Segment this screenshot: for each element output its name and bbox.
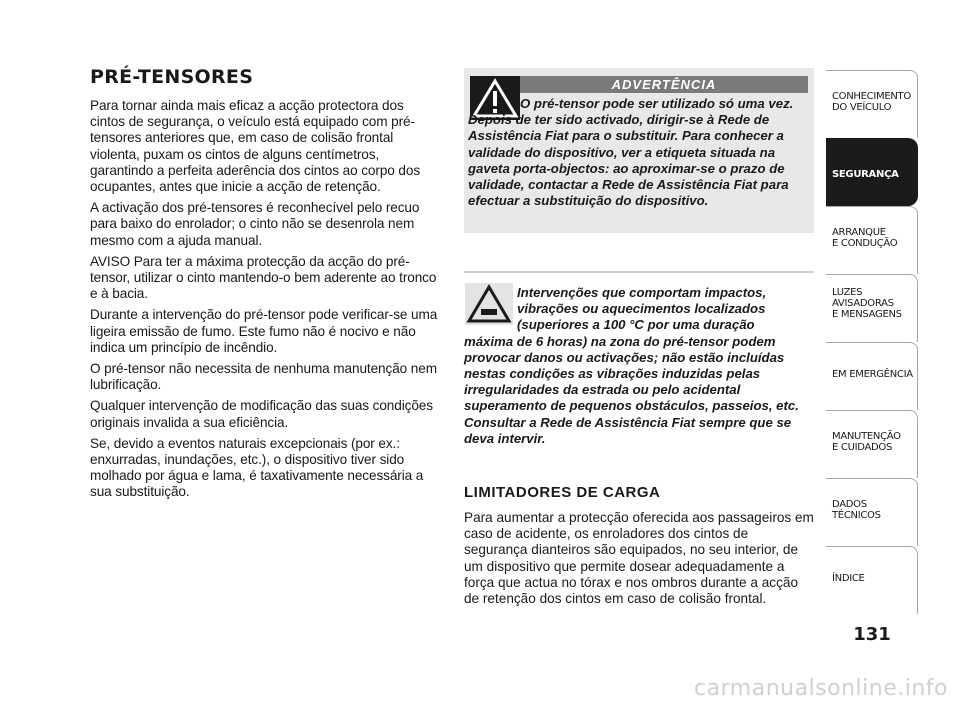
warning-box xyxy=(464,68,814,233)
chapter-sidebar xyxy=(826,70,918,614)
tab-label: E MENSAGENS xyxy=(832,309,902,320)
tab-label: E CONDUÇÃO xyxy=(832,238,898,249)
paragraph: O pré-tensor não necessita de nenhuma manutenção nem lubrificação. xyxy=(90,361,437,393)
paragraph: Qualquer intervenção de modificação das suas condições originais invalida a sua eficiência. xyxy=(90,398,433,430)
tab-manutencao[interactable] xyxy=(826,410,918,478)
tab-label: SEGURANÇA xyxy=(832,169,899,180)
tab-label: ARRANQUE xyxy=(832,227,886,238)
paragraph: Durante a intervenção do pré-tensor pode verificar-se uma ligeira emissão de fumo. Este fumo não é nocivo e não indica um princípio de incêndio. xyxy=(90,307,438,355)
tab-arranque[interactable] xyxy=(826,206,918,274)
tab-label: AVISADORAS xyxy=(832,298,894,309)
page-number: 131 xyxy=(853,624,891,645)
tab-label: DO VEÍCULO xyxy=(832,102,892,113)
warning-text: O pré-tensor pode ser utilizado só uma vez. Depois de ter sido activado, dirigir-se à Rede de Assistência Fiat para o substituir. Para conhecer a validade do dispositivo, ver a etiqueta situada na gaveta porta-objectos: ao aproximar-se o prazo de validade, contactar a Rede de Assistência Fiat para efectuar a substituição do dispositivo. xyxy=(468,96,794,209)
tab-conhecimento[interactable] xyxy=(826,70,918,138)
paragraph: Se, devido a eventos naturais excepcionais (por ex.: enxurradas, inundações, etc.), o dispositivo tiver sido molhado por água e lama, é taxativamente necessária a sua substituição. xyxy=(90,435,424,500)
watermark: carmanualsonline.info xyxy=(694,676,948,701)
tab-label: ÍNDICE xyxy=(832,573,865,584)
tab-label: CONHECIMENTO xyxy=(832,91,911,102)
tab-indice[interactable] xyxy=(826,546,918,614)
subsection-title: LIMITADORES DE CARGA xyxy=(464,484,661,501)
tab-luzes[interactable] xyxy=(826,274,918,342)
tab-label: DADOS xyxy=(832,499,867,510)
tab-label: LUZES xyxy=(832,287,863,298)
paragraph: A activação dos pré-tensores é reconhecível pelo recuo para baixo do enrolador; o cinto não se desenrola nem mesmo com a ajuda manual. xyxy=(90,200,420,248)
tab-label: MANUTENÇÃO xyxy=(832,431,901,442)
divider xyxy=(464,271,814,273)
caution-text xyxy=(464,285,814,447)
tab-label: TÉCNICOS xyxy=(832,510,881,521)
limiters-text: Para aumentar a protecção oferecida aos passageiros em caso de acidente, os enroladores dos cintos de segurança dianteiros são equipados, no seu interior, de um dispositivo que permite dosear adequadamente a força que actua no tórax e nos ombros durante a acção de retenção dos cintos em caso de colisão frontal. xyxy=(464,510,814,607)
tab-seguranca[interactable] xyxy=(826,138,918,206)
left-column xyxy=(90,66,440,506)
tab-emergencia[interactable] xyxy=(826,342,918,410)
paragraph: Para tornar ainda mais eficaz a acção protectora dos cintos de segurança, o veículo está equipado com pré-tensores anteriores que, em caso de colisão frontal violenta, puxam os cintos de alguns centímetros, garantindo a perfeita aderência dos cintos ao corpo dos ocupantes, antes que inicie a acção de retenção. xyxy=(90,98,421,195)
paragraph: AVISO Para ter a máxima protecção da acção do pré-tensor, utilizar o cinto mantendo-o bem aderente ao tronco e à bacia. xyxy=(90,253,437,302)
tab-label: EM EMERGÊNCIA xyxy=(832,369,913,380)
caution-text-first: Intervenções que comportam impactos, vibrações ou aquecimentos localizados (superiores a 100 °C por uma duração xyxy=(517,285,767,333)
tab-dados[interactable] xyxy=(826,478,918,546)
tab-label: E CUIDADOS xyxy=(832,442,893,453)
section-title: PRÉ-TENSORES xyxy=(90,66,254,88)
warning-label: ADVERTÊNCIA xyxy=(520,76,808,93)
caution-text-rest: máxima de 6 horas) na zona do pré-tensor podem provocar danos ou activações; não estão incluídas nestas condições as vibrações induzidas pelas irregularidades da estrada ou pelo acidental superamento de pequenos obstáculos, passeios, etc. Consultar a Rede de Assistência Fiat sempre que se deva intervir. xyxy=(464,333,799,446)
